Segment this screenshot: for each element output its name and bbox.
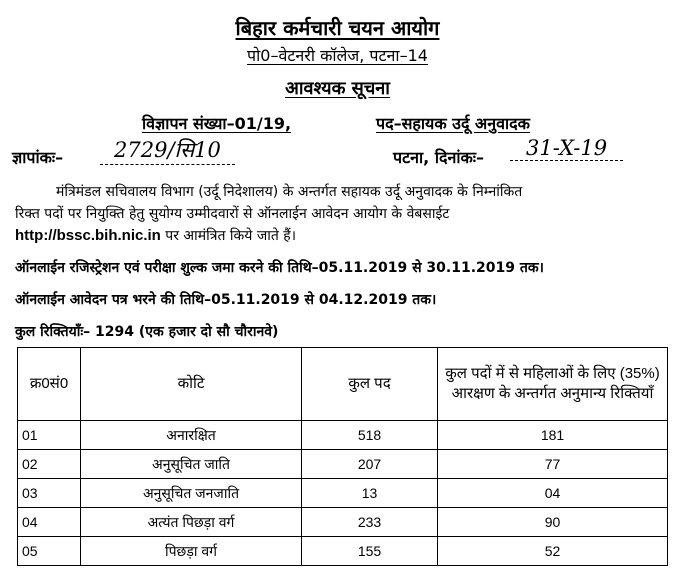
reference-number: 2729/सि10 [100, 136, 235, 165]
place-date-label: पटना, दिनांकः– [393, 148, 485, 167]
header-total: कुल पद [302, 348, 438, 421]
cell-women: 181 [438, 421, 668, 450]
table-header-row [18, 348, 668, 421]
cell-category: अत्यंत पिछड़ा वर्ग [81, 508, 302, 537]
cell-category: पिछड़ा वर्ग [81, 537, 302, 566]
body-line-3 [15, 226, 296, 245]
advt-number: विज्ञापन संख्या–01/19, [142, 114, 292, 133]
reference-label: ज्ञापांकः– [12, 148, 64, 167]
cell-total: 155 [302, 537, 438, 566]
cell-sno: 02 [18, 450, 81, 479]
date-value: 31-X-19 [510, 136, 623, 161]
header-women: कुल पदों में से महिलाओं के लिए (35%) आरक्षण के अन्तर्गत अनुमान्य रिक्तियाँ [438, 348, 668, 421]
registration-dates: ऑनलाईन रजिस्ट्रेशन एवं परीक्षा शुल्क जमा करने की तिथि–05.11.2019 से 30.11.2019 तक। [15, 260, 544, 276]
notice-heading: आवश्यक सूचना [285, 78, 390, 99]
cell-women: 52 [438, 537, 668, 566]
cell-women: 90 [438, 508, 668, 537]
vacancy-table [17, 347, 668, 566]
website-link[interactable]: http://bssc.bih.nic.in [15, 227, 161, 244]
post-name: पद–सहायक उर्दू अनुवादक [376, 114, 530, 133]
table-row [18, 537, 668, 566]
header-sno: क्र0सं0 [18, 348, 81, 421]
cell-total: 13 [302, 479, 438, 508]
cell-sno: 01 [18, 421, 81, 450]
cell-category: अनुसूचित जाति [81, 450, 302, 479]
cell-sno: 04 [18, 508, 81, 537]
table-row [18, 421, 668, 450]
cell-women: 77 [438, 450, 668, 479]
table-row [18, 508, 668, 537]
cell-sno: 05 [18, 537, 81, 566]
cell-sno: 03 [18, 479, 81, 508]
body-line-3-text: पर आमंत्रित किये जाते हैं। [165, 228, 297, 244]
cell-total: 207 [302, 450, 438, 479]
commission-title: बिहार कर्मचारी चयन आयोग [235, 16, 440, 40]
body-line-2: रिक्त पदों पर नियुक्ति हेतु सुयोग्य उम्मीदवारों से ऑनलाईन आवेदन आयोग के वेबसाईट [15, 206, 450, 222]
application-dates: ऑनलाईन आवेदन पत्र भरने की तिथि–05.11.2019 से 04.12.2019 तक। [15, 292, 437, 308]
header-category: कोटि [81, 348, 302, 421]
body-line-1: मंत्रिमंडल सचिवालय विभाग (उर्दू निदेशालय) के अन्तर्गत सहायक उर्दू अनुवादक के निम्नांकित [56, 184, 523, 200]
cell-total: 233 [302, 508, 438, 537]
cell-category: अनारक्षित [81, 421, 302, 450]
cell-total: 518 [302, 421, 438, 450]
table-row [18, 450, 668, 479]
cell-category: अनुसूचित जनजाति [81, 479, 302, 508]
commission-address: पो0–वेटनरी कॉलेज, पटना–14 [247, 46, 428, 65]
table-row [18, 479, 668, 508]
total-vacancies: कुल रिक्तियाँः– 1294 (एक हजार दो सौ चौरानवे) [15, 324, 279, 340]
cell-women: 04 [438, 479, 668, 508]
